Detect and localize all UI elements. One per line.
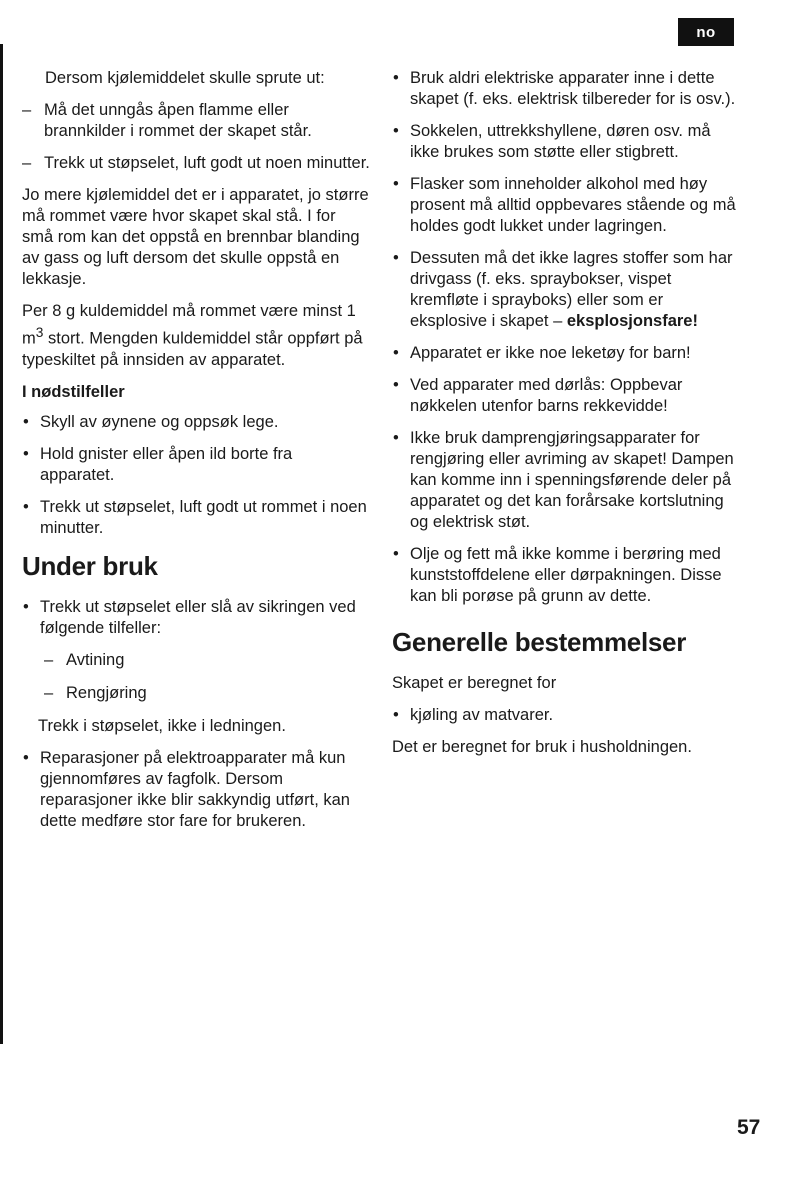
explosive-text: Dessuten må det ikke lagres stoffer som har drivgass (f. eks. spraybokser, vispet kremfløte i sprayboks) eller som er eksplosive i skapet –: [410, 249, 733, 330]
plug-note: Trekk i støpselet, ikke i ledningen.: [38, 716, 286, 735]
safety-item: • Apparatet er ikke noe leketøy for barn!: [392, 343, 737, 364]
safety-item: • Ved apparater med dørlås: Oppbevar nøkkelen utenfor barns rekkevidde!: [392, 375, 737, 417]
emergency-list: [22, 412, 370, 539]
safety-item: • Flasker som inneholder alkohol med høy prosent må alltid oppbevares stående og må holdes godt lukket under lagringen.: [392, 174, 737, 237]
use-heading: Under bruk: [22, 550, 158, 581]
refrigerant-text-pre: Per 8 g kuldemiddel må rommet være minst 1 m: [22, 302, 356, 348]
use-subitem: – Rengjøring: [40, 683, 370, 704]
spray-list: [22, 100, 370, 174]
safety-item-explosive: [392, 248, 737, 332]
page-number: 57: [737, 1116, 761, 1139]
right-column: [392, 68, 737, 769]
general-list: [392, 705, 737, 726]
refrigerant-amount-paragraph: [22, 301, 370, 371]
refrigerant-text-post: stort. Mengden kuldemiddel står oppført på typeskiltet på innsiden av apparatet.: [22, 329, 363, 369]
use-sublist: [40, 650, 370, 704]
general-heading: Generelle bestemmelser: [392, 627, 687, 657]
left-column: [22, 68, 370, 843]
use-subitem: – Avtining: [40, 650, 370, 671]
emergency-heading: I nødstilfeller: [22, 382, 125, 401]
use-item: [22, 597, 370, 639]
cubic-superscript: 3: [35, 325, 44, 340]
spray-item: – Trekk ut støpselet, luft godt ut noen minutter.: [22, 153, 370, 174]
safety-item: • Sokkelen, uttrekkshyllene, døren osv. må ikke brukes som støtte eller stigbrett.: [392, 121, 737, 163]
safety-item: • Olje og fett må ikke komme i berøring med kunststoffdelene eller dørpakningen. Disse kan bli porøse på grunn av dette.: [392, 544, 737, 607]
language-badge: no: [678, 18, 734, 46]
explosive-warning: eksplosjonsfare!: [566, 312, 698, 330]
emergency-item: • Skyll av øynene og oppsøk lege.: [22, 412, 370, 433]
safety-item: • Ikke bruk damprengjøringsapparater for rengjøring eller avriming av skapet! Dampen kan komme inn i spenningsførende deler på apparatet og det kan forårsake kortslutning og elektrisk støt.: [392, 428, 737, 533]
general-item: • kjøling av matvarer.: [392, 705, 737, 726]
emergency-item: • Trekk ut støpselet, luft godt ut rommet i noen minutter.: [22, 497, 370, 539]
room-size-paragraph: Jo mere kjølemiddel det er i apparatet, jo større må rommet være hvor skapet skal stå. I for små rom kan det oppstå en brennbar blanding av gass og luft dersom det skulle oppstå en lekkasje.: [22, 186, 369, 288]
repair-list: [22, 748, 370, 832]
general-intro: Skapet er beregnet for: [392, 674, 557, 692]
margin-rule: [0, 44, 3, 1044]
emergency-item: • Hold gnister eller åpen ild borte fra apparatet.: [22, 444, 370, 486]
safety-item: • Bruk aldri elektriske apparater inne i dette skapet (f. eks. elektrisk tilbereder for is osv.).: [392, 68, 737, 110]
use-list: [22, 597, 370, 639]
spray-item: – Må det unngås åpen flamme eller brannkilder i rommet der skapet står.: [22, 100, 370, 142]
safety-list: [392, 68, 737, 607]
spray-intro: Dersom kjølemiddelet skulle sprute ut:: [45, 69, 325, 87]
repair-item: • Reparasjoner på elektroapparater må kun gjennomføres av fagfolk. Dersom reparasjoner ikke blir sakkyndig utført, kan dette medføre stor fare for brukeren.: [22, 748, 370, 832]
use-item-text: Trekk ut støpselet eller slå av sikringen ved følgende tilfeller:: [40, 597, 356, 637]
general-note: Det er beregnet for bruk i husholdningen.: [392, 738, 692, 756]
